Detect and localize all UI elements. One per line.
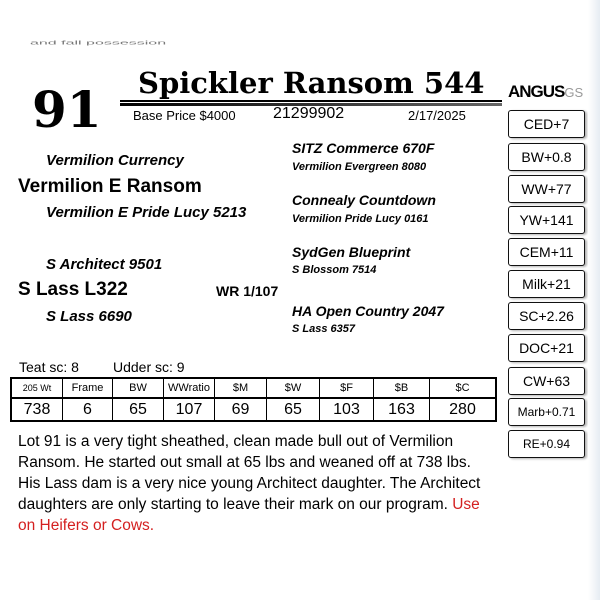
header-f: $F — [320, 378, 374, 398]
dam-sire: S Architect 9501 — [46, 256, 163, 273]
angus-logo-text: ANGUS — [508, 82, 565, 101]
header-w: $W — [267, 378, 320, 398]
header-205wt: 205 Wt — [11, 378, 63, 398]
header-m: $M — [215, 378, 267, 398]
value-c: 280 — [430, 398, 497, 421]
epd-yw: YW+141 — [508, 206, 585, 234]
epd-sc: SC+2.26 — [508, 302, 585, 330]
weaning-ratio-rank: WR 1/107 — [216, 283, 279, 299]
value-w: 65 — [267, 398, 320, 421]
description-highlight: Use on Heifers or Cows. — [18, 496, 480, 534]
base-price: Base Price $4000 — [133, 108, 236, 123]
epd-ww: WW+77 — [508, 175, 585, 203]
header-bw: BW — [113, 378, 164, 398]
header-b: $B — [374, 378, 430, 398]
dam-sire-sire: SydGen Blueprint — [292, 244, 411, 260]
epd-doc: DOC+21 — [508, 334, 585, 362]
header-frame: Frame — [63, 378, 113, 398]
gs-logo-text: GS — [564, 85, 584, 100]
value-205wt: 738 — [11, 398, 63, 421]
performance-header-row — [11, 378, 496, 398]
lot-description — [18, 431, 488, 536]
dam-sire-dam: S Blossom 7514 — [292, 264, 377, 276]
page-edge — [588, 0, 600, 600]
registration-number: 21299902 — [273, 105, 345, 122]
teat-score: Teat sc: 8 — [19, 359, 79, 375]
value-f: 103 — [320, 398, 374, 421]
cropped-text-fragment: and fall possession — [30, 40, 167, 46]
sale-date: 2/17/2025 — [408, 108, 466, 123]
epd-re: RE+0.94 — [508, 430, 585, 458]
value-frame: 6 — [63, 398, 113, 421]
epd-bw: BW+0.8 — [508, 143, 585, 171]
angus-gs-logo — [508, 82, 583, 102]
epd-cw: CW+63 — [508, 367, 585, 395]
udder-score: Udder sc: 9 — [113, 359, 185, 375]
performance-value-row — [11, 398, 496, 421]
performance-table — [10, 377, 497, 422]
sire: Vermilion E Ransom — [18, 176, 202, 197]
sire-dam-sire: Connealy Countdown — [292, 192, 436, 208]
value-bw: 65 — [113, 398, 164, 421]
description-text: Lot 91 is a very tight sheathed, clean made bull out of Vermilion Ransom. He started out small at 65 lbs and weaned off at 738 lbs. His Lass dam is a very nice young Architect daughter. The Architect daughters are only starting to leave their mark on our program. — [18, 433, 481, 513]
header-c: $C — [430, 378, 497, 398]
sire-sire: Vermilion Currency — [46, 152, 184, 169]
dam: S Lass L322 — [18, 279, 128, 300]
dam-dam-dam: S Lass 6357 — [292, 323, 355, 335]
epd-milk: Milk+21 — [508, 270, 585, 298]
sire-dam-dam: Vermilion Pride Lucy 0161 — [292, 213, 429, 225]
epd-cem: CEM+11 — [508, 238, 585, 266]
epd-ced: CED+7 — [508, 110, 585, 138]
sire-sire-sire: SITZ Commerce 670F — [292, 140, 435, 156]
value-m: 69 — [215, 398, 267, 421]
dam-dam-sire: HA Open Country 2047 — [292, 303, 444, 319]
epd-marb: Marb+0.71 — [508, 398, 585, 426]
animal-name: Spickler Ransom 544 — [138, 66, 485, 100]
sire-sire-dam: Vermilion Evergreen 8080 — [292, 161, 427, 173]
sire-dam: Vermilion E Pride Lucy 5213 — [46, 204, 247, 221]
lot-number: 91 — [32, 80, 102, 139]
header-wwratio: WWratio — [164, 378, 215, 398]
dam-dam: S Lass 6690 — [46, 308, 132, 325]
value-b: 163 — [374, 398, 430, 421]
value-wwratio: 107 — [164, 398, 215, 421]
